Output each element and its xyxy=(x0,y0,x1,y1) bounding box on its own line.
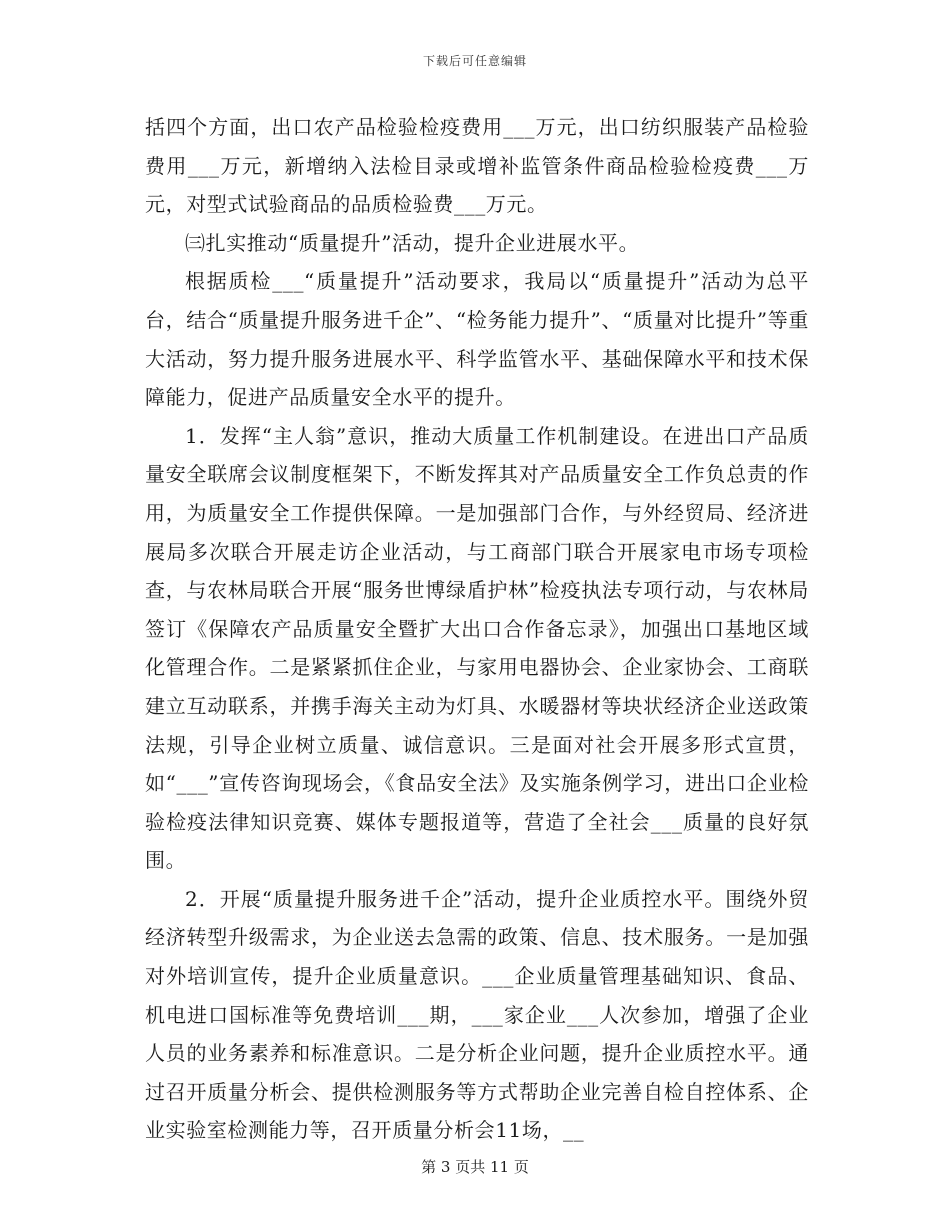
paragraph-intro: 根据质检___“质量提升”活动要求，我局以“质量提升”活动为总平台，结合“质量提升服务进千企”、“检务能力提升”、“质量对比提升”等重大活动，努力提升服务进展水平、科学监管水平、基础保障水平和技术保障能力，促进产品质量安全水平的提升。 xyxy=(145,269,809,410)
page-number: 第 3 页共 11 页 xyxy=(421,1158,529,1176)
section-heading: ㈢扎实推动“质量提升”活动，提升企业进展水平。 xyxy=(185,230,640,255)
paragraph-item-2: 2．开展“质量提升服务进千企”活动，提升企业质控水平。围绕外贸经济转型升级需求，为企业送去急需的政策、信息、技术服务。一是加强对外培训宣传，提升企业质量意识。___企业质量管理基础知识、食品、机电进口国标准等免费培训___期，___家企业___人次参加，增强了企业人员的业务素养和标准意识。二是分析企业问题，提升企业质控水平。通过召开质量分析会、提供检测服务等方式帮助企业完善自检自控体系、企业实验室检测能力等，召开质量分析会11场，__ xyxy=(145,886,809,1143)
document-body xyxy=(145,108,809,1150)
paragraph-continuation: 括四个方面，出口农产品检验检疫费用___万元，出口纺织服装产品检验费用___万元，新增纳入法检目录或增补监管条件商品检验检疫费___万元，对型式试验商品的品质检验费___万元。 xyxy=(145,115,809,217)
page-header: 下载后可任意编辑 xyxy=(422,54,527,68)
paragraph-item-1: 1．发挥“主人翁”意识，推动大质量工作机制建设。在进出口产品质量安全联席会议制度框架下，不断发挥其对产品质量安全工作负总责的作用，为质量安全工作提供保障。一是加强部门合作，与外经贸局、经济进展局多次联合开展走访企业活动，与工商部门联合开展家电市场专项检查，与农林局联合开展“服务世博绿盾护林”检疫执法专项行动，与农林局签订《保障农产品质量安全暨扩大出口合作备忘录》，加强出口基地区域化管理合作。二是紧紧抓住企业，与家用电器协会、企业家协会、工商联建立互动联系，并携手海关主动为灯具、水暖器材等块状经济企业送政策法规，引导企业树立质量、诚信意识。三是面对社会开展多形式宣贯，如“___”宣传咨询现场会，《食品安全法》及实施条例学习，进出口企业检验检疫法律知识竞赛、媒体专题报道等，营造了全社会___质量的良好氛围。 xyxy=(145,423,809,873)
